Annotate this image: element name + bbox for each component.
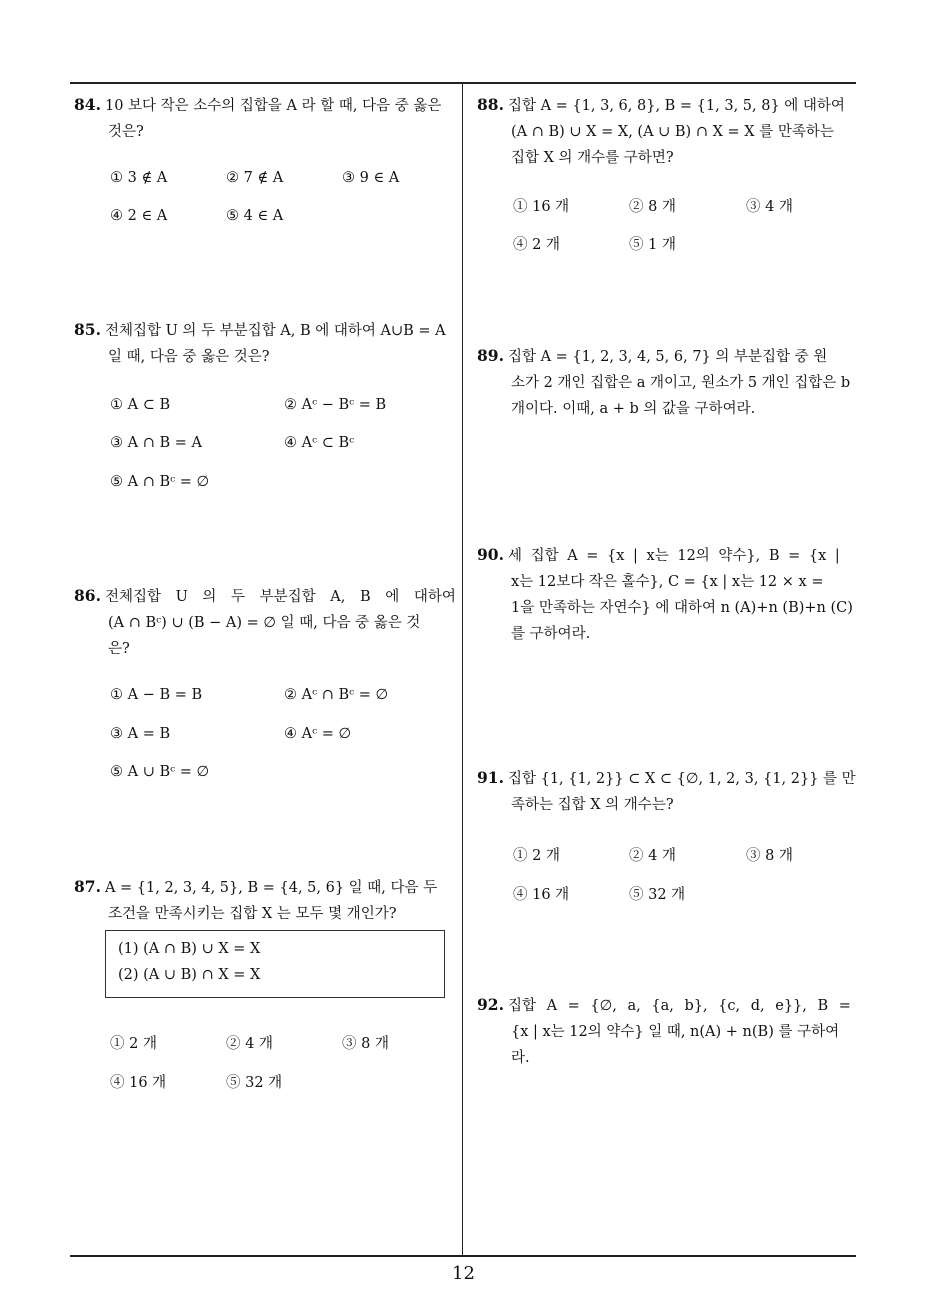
option-87-4[interactable]: ④ 16 개 bbox=[110, 1075, 167, 1091]
column-divider bbox=[462, 83, 463, 1255]
option-86-3[interactable]: ③ A = B bbox=[110, 726, 171, 742]
option-84-3[interactable]: ③ 9 ∈ A bbox=[342, 170, 400, 186]
question-90-line-4: 를 구하여라. bbox=[511, 626, 591, 642]
bottom-rule bbox=[70, 1255, 856, 1257]
option-87-1[interactable]: ① 2 개 bbox=[110, 1036, 157, 1052]
page-number: 12 bbox=[452, 1263, 475, 1284]
option-85-3[interactable]: ③ A ∩ B = A bbox=[110, 435, 202, 451]
option-85-1[interactable]: ① A ⊂ B bbox=[110, 397, 171, 413]
option-84-4[interactable]: ④ 2 ∈ A bbox=[110, 208, 168, 224]
option-86-4[interactable]: ④ Aᶜ = ∅ bbox=[284, 726, 352, 742]
question-89-line-3: 개이다. 이때, a + b 의 값을 구하여라. bbox=[511, 401, 756, 417]
question-84-line-1: 84. 10 보다 작은 소수의 집합을 A 라 할 때, 다음 중 옳은 bbox=[74, 95, 442, 114]
question-86 bbox=[74, 583, 460, 662]
option-91-3[interactable]: ③ 8 개 bbox=[746, 848, 793, 864]
option-88-3[interactable]: ③ 4 개 bbox=[746, 199, 793, 215]
question-89-number: 89. bbox=[477, 346, 504, 365]
question-87-condition-box bbox=[105, 930, 445, 998]
option-84-5[interactable]: ⑤ 4 ∈ A bbox=[226, 208, 284, 224]
question-90-line-2: x는 12보다 작은 홀수}, C = {x | x는 12 × x = bbox=[511, 574, 824, 590]
question-92-line-1: 92. 집합 A = {∅, a, {a, b}, {c, d, e}}, B = bbox=[477, 995, 851, 1014]
option-86-1[interactable]: ① A − B = B bbox=[110, 687, 203, 703]
option-86-5[interactable]: ⑤ A ∪ Bᶜ = ∅ bbox=[110, 764, 210, 780]
question-90-line-1: 90. 세 집합 A = {x | x는 12의 약수}, B = {x | bbox=[477, 545, 840, 564]
option-87-5[interactable]: ⑤ 32 개 bbox=[226, 1075, 283, 1091]
question-92 bbox=[477, 992, 863, 1071]
option-87-3[interactable]: ③ 8 개 bbox=[342, 1036, 389, 1052]
question-85-number: 85. bbox=[74, 320, 101, 339]
question-91-line-1: 91. 집합 {1, {1, 2}} ⊂ X ⊂ {∅, 1, 2, 3, {1, 2}} 를 만 bbox=[477, 768, 856, 787]
question-86-line-1: 86. 전체집합 U 의 두 부분집합 A, B 에 대하여 bbox=[74, 586, 456, 605]
question-88-line-1: 88. 집합 A = {1, 3, 6, 8}, B = {1, 3, 5, 8} 에 대하여 bbox=[477, 95, 845, 114]
option-85-2[interactable]: ② Aᶜ − Bᶜ = B bbox=[284, 397, 387, 413]
question-89-line-2: 소가 2 개인 집합은 a 개이고, 원소가 5 개인 집합은 b bbox=[511, 375, 851, 391]
question-86-number: 86. bbox=[74, 586, 101, 605]
question-90-line-3: 1을 만족하는 자연수} 에 대하여 n (A)+n (B)+n (C) bbox=[511, 600, 853, 616]
question-89 bbox=[477, 343, 863, 422]
question-87-line-2: 조건을 만족시키는 집합 X 는 모두 몇 개인가? bbox=[108, 906, 397, 922]
option-91-1[interactable]: ① 2 개 bbox=[513, 848, 560, 864]
question-86-line-2: (A ∩ Bᶜ) ∪ (B − A) = ∅ 일 때, 다음 중 옳은 것 bbox=[108, 615, 421, 631]
question-88 bbox=[477, 92, 863, 171]
question-92-line-3: 라. bbox=[511, 1050, 530, 1066]
question-87-number: 87. bbox=[74, 877, 101, 896]
question-90-number: 90. bbox=[477, 545, 504, 564]
option-88-5[interactable]: ⑤ 1 개 bbox=[629, 237, 676, 253]
question-92-line-2: {x | x는 12의 약수} 일 때, n(A) + n(B) 를 구하여 bbox=[511, 1024, 840, 1040]
condition-2: (2) (A ∪ B) ∩ X = X bbox=[118, 967, 261, 983]
question-91-line-2: 족하는 집합 X 의 개수는? bbox=[511, 797, 674, 813]
question-84 bbox=[74, 92, 460, 145]
option-84-2[interactable]: ② 7 ∉ A bbox=[226, 170, 284, 186]
question-85 bbox=[74, 317, 460, 370]
question-85-line-1: 85. 전체집합 U 의 두 부분집합 A, B 에 대하여 A∪B = A bbox=[74, 320, 446, 339]
option-91-4[interactable]: ④ 16 개 bbox=[513, 887, 570, 903]
option-86-2[interactable]: ② Aᶜ ∩ Bᶜ = ∅ bbox=[284, 687, 389, 703]
option-85-4[interactable]: ④ Aᶜ ⊂ Bᶜ bbox=[284, 435, 355, 451]
question-88-number: 88. bbox=[477, 95, 504, 114]
question-89-line-1: 89. 집합 A = {1, 2, 3, 4, 5, 6, 7} 의 부분집합 중 원 bbox=[477, 346, 828, 365]
question-88-line-2: (A ∩ B) ∪ X = X, (A ∪ B) ∩ X = X 를 만족하는 bbox=[511, 124, 834, 140]
option-88-4[interactable]: ④ 2 개 bbox=[513, 237, 560, 253]
option-91-2[interactable]: ② 4 개 bbox=[629, 848, 676, 864]
question-90 bbox=[477, 542, 863, 647]
question-92-number: 92. bbox=[477, 995, 504, 1014]
option-91-5[interactable]: ⑤ 32 개 bbox=[629, 887, 686, 903]
option-88-1[interactable]: ① 16 개 bbox=[513, 199, 570, 215]
question-91-number: 91. bbox=[477, 768, 504, 787]
question-84-line-2: 것은? bbox=[108, 124, 144, 140]
option-88-2[interactable]: ② 8 개 bbox=[629, 199, 676, 215]
condition-1: (1) (A ∩ B) ∪ X = X bbox=[118, 941, 261, 957]
question-87 bbox=[74, 874, 460, 927]
option-84-1[interactable]: ① 3 ∉ A bbox=[110, 170, 168, 186]
question-87-line-1: 87. A = {1, 2, 3, 4, 5}, B = {4, 5, 6} 일 때, 다음 두 bbox=[74, 877, 438, 896]
question-86-line-3: 은? bbox=[108, 641, 130, 657]
option-87-2[interactable]: ② 4 개 bbox=[226, 1036, 273, 1052]
question-88-line-3: 집합 X 의 개수를 구하면? bbox=[511, 150, 674, 166]
option-85-5[interactable]: ⑤ A ∩ Bᶜ = ∅ bbox=[110, 474, 210, 490]
question-91 bbox=[477, 765, 863, 818]
question-84-number: 84. bbox=[74, 95, 101, 114]
question-85-line-2: 일 때, 다음 중 옳은 것은? bbox=[108, 349, 270, 365]
top-rule bbox=[70, 82, 856, 84]
